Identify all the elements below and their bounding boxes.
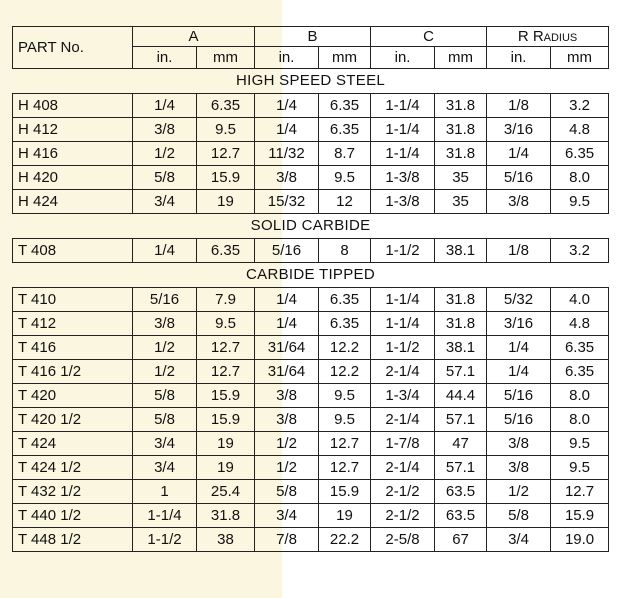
value-cell: 12.7 [197,336,255,360]
value-cell: 57.1 [435,456,487,480]
value-cell: 35 [435,166,487,190]
value-cell: 1/2 [255,432,319,456]
value-cell: 2-5/8 [371,528,435,552]
value-cell: 12.7 [319,432,371,456]
value-cell: 6.35 [319,288,371,312]
table-row [13,432,609,456]
value-cell: 19 [197,432,255,456]
value-cell: 25.4 [197,480,255,504]
unit-header: mm [551,47,609,69]
table-row [13,480,609,504]
part-number-cell: T 412 [13,312,133,336]
value-cell: 3/4 [487,528,551,552]
value-cell: 9.5 [319,384,371,408]
value-cell: 5/8 [487,504,551,528]
value-cell: 9.5 [551,456,609,480]
value-cell: 3/16 [487,312,551,336]
part-number-cell: T 420 [13,384,133,408]
value-cell: 67 [435,528,487,552]
value-cell: 5/16 [133,288,197,312]
value-cell: 2-1/4 [371,408,435,432]
unit-header: mm [197,47,255,69]
part-number-cell: T 416 1/2 [13,360,133,384]
value-cell: 3/4 [133,456,197,480]
part-number-cell: H 420 [13,166,133,190]
part-number-cell: T 432 1/2 [13,480,133,504]
value-cell: 9.5 [551,190,609,214]
part-number-cell: H 416 [13,142,133,166]
part-number-cell: T 424 [13,432,133,456]
section-title: SOLID CARBIDE [250,217,371,234]
value-cell: 1/8 [487,239,551,263]
value-cell: 1-3/8 [371,166,435,190]
value-cell: 5/16 [255,239,319,263]
value-cell: 19 [197,190,255,214]
value-cell: 6.35 [319,118,371,142]
unit-header: in. [255,47,319,69]
value-cell: 1/2 [133,142,197,166]
specs-table-body [13,69,609,552]
value-cell: 15/32 [255,190,319,214]
value-cell: 6.35 [197,94,255,118]
value-cell: 1-1/4 [371,118,435,142]
table-row [13,118,609,142]
value-cell: 12 [319,190,371,214]
part-number-cell: H 412 [13,118,133,142]
value-cell: 15.9 [197,384,255,408]
value-cell: 4.8 [551,118,609,142]
value-cell: 7.9 [197,288,255,312]
table-row [13,288,609,312]
value-cell: 12.7 [551,480,609,504]
value-cell: 1/2 [255,456,319,480]
part-no-header: PART No. [13,27,133,69]
value-cell: 1-1/4 [371,94,435,118]
group-header-a: A [133,27,255,47]
value-cell: 19 [319,504,371,528]
value-cell: 63.5 [435,504,487,528]
value-cell: 31/64 [255,360,319,384]
value-cell: 5/8 [133,408,197,432]
value-cell: 31/64 [255,336,319,360]
value-cell: 1/4 [133,239,197,263]
table-row [13,94,609,118]
value-cell: 8.0 [551,408,609,432]
value-cell: 5/8 [255,480,319,504]
value-cell: 44.4 [435,384,487,408]
value-cell: 6.35 [551,336,609,360]
value-cell: 11/32 [255,142,319,166]
value-cell: 3.2 [551,94,609,118]
value-cell: 31.8 [197,504,255,528]
value-cell: 38.1 [435,239,487,263]
value-cell: 8.0 [551,384,609,408]
value-cell: 3/4 [133,432,197,456]
value-cell: 5/16 [487,166,551,190]
unit-header: in. [371,47,435,69]
value-cell: 6.35 [197,239,255,263]
value-cell: 1/4 [255,118,319,142]
value-cell: 19.0 [551,528,609,552]
part-number-cell: T 440 1/2 [13,504,133,528]
value-cell: 38.1 [435,336,487,360]
value-cell: 6.35 [319,94,371,118]
value-cell: 3/8 [487,432,551,456]
value-cell: 31.8 [435,118,487,142]
table-row [13,336,609,360]
value-cell: 5/16 [487,384,551,408]
value-cell: 3/8 [133,118,197,142]
value-cell: 22.2 [319,528,371,552]
group-header-r-radius: R Radius [487,27,609,47]
section-title-row [13,69,609,94]
group-header-c: C [371,27,487,47]
part-number-cell: T 448 1/2 [13,528,133,552]
specs-table [12,26,609,552]
table-row [13,166,609,190]
value-cell: 63.5 [435,480,487,504]
value-cell: 5/32 [487,288,551,312]
table-row [13,408,609,432]
value-cell: 12.2 [319,360,371,384]
value-cell: 9.5 [319,408,371,432]
value-cell: 5/8 [133,166,197,190]
value-cell: 1/4 [255,288,319,312]
unit-header: mm [435,47,487,69]
part-number-cell: T 410 [13,288,133,312]
value-cell: 38 [197,528,255,552]
value-cell: 57.1 [435,408,487,432]
unit-header: mm [319,47,371,69]
value-cell: 3/8 [487,456,551,480]
value-cell: 1/8 [487,94,551,118]
part-number-cell: T 424 1/2 [13,456,133,480]
value-cell: 12.7 [197,142,255,166]
group-header-b: B [255,27,371,47]
value-cell: 3/8 [255,408,319,432]
value-cell: 19 [197,456,255,480]
table-row [13,142,609,166]
value-cell: 57.1 [435,360,487,384]
table-row [13,384,609,408]
value-cell: 8.7 [319,142,371,166]
value-cell: 1/2 [487,480,551,504]
value-cell: 1-1/4 [133,504,197,528]
value-cell: 1/4 [255,94,319,118]
value-cell: 8.0 [551,166,609,190]
value-cell: 1/4 [255,312,319,336]
unit-header: in. [487,47,551,69]
value-cell: 1-1/2 [371,239,435,263]
value-cell: 5/16 [487,408,551,432]
value-cell: 3/8 [487,190,551,214]
value-cell: 12.2 [319,336,371,360]
value-cell: 3/4 [255,504,319,528]
value-cell: 1-1/2 [371,336,435,360]
value-cell: 9.5 [197,118,255,142]
value-cell: 6.35 [551,360,609,384]
value-cell: 7/8 [255,528,319,552]
table-row [13,456,609,480]
part-number-cell: H 424 [13,190,133,214]
value-cell: 12.7 [197,360,255,384]
specs-table-container [12,26,608,552]
value-cell: 9.5 [319,166,371,190]
table-row [13,239,609,263]
value-cell: 15.9 [197,408,255,432]
section-title-row [13,214,609,239]
value-cell: 31.8 [435,142,487,166]
value-cell: 15.9 [551,504,609,528]
value-cell: 1/4 [133,94,197,118]
value-cell: 1/4 [487,336,551,360]
value-cell: 1-1/4 [371,288,435,312]
value-cell: 47 [435,432,487,456]
value-cell: 1-3/4 [371,384,435,408]
value-cell: 2-1/4 [371,360,435,384]
part-number-cell: H 408 [13,94,133,118]
value-cell: 8 [319,239,371,263]
section-title-row [13,263,609,288]
value-cell: 2-1/2 [371,504,435,528]
value-cell: 2-1/2 [371,480,435,504]
value-cell: 1-1/4 [371,312,435,336]
value-cell: 1/4 [487,360,551,384]
value-cell: 31.8 [435,288,487,312]
value-cell: 3/8 [255,166,319,190]
value-cell: 1/4 [487,142,551,166]
value-cell: 3.2 [551,239,609,263]
value-cell: 4.8 [551,312,609,336]
value-cell: 6.35 [319,312,371,336]
table-row [13,528,609,552]
value-cell: 9.5 [551,432,609,456]
value-cell: 9.5 [197,312,255,336]
value-cell: 3/8 [133,312,197,336]
value-cell: 35 [435,190,487,214]
value-cell: 6.35 [551,142,609,166]
value-cell: 1-1/2 [133,528,197,552]
section-title: CARBIDE TIPPED [246,266,375,283]
value-cell: 15.9 [319,480,371,504]
part-number-cell: T 408 [13,239,133,263]
value-cell: 3/4 [133,190,197,214]
value-cell: 31.8 [435,312,487,336]
section-title: HIGH SPEED STEEL [236,72,386,89]
value-cell: 3/16 [487,118,551,142]
value-cell: 3/8 [255,384,319,408]
value-cell: 1/2 [133,336,197,360]
value-cell: 1/2 [133,360,197,384]
table-row [13,360,609,384]
value-cell: 31.8 [435,94,487,118]
table-row [13,504,609,528]
value-cell: 12.7 [319,456,371,480]
value-cell: 4.0 [551,288,609,312]
part-number-cell: T 416 [13,336,133,360]
unit-header: in. [133,47,197,69]
value-cell: 1-7/8 [371,432,435,456]
table-row [13,190,609,214]
table-row [13,312,609,336]
part-number-cell: T 420 1/2 [13,408,133,432]
value-cell: 1-3/8 [371,190,435,214]
header-row-groups [13,27,609,47]
value-cell: 1 [133,480,197,504]
value-cell: 15.9 [197,166,255,190]
value-cell: 1-1/4 [371,142,435,166]
value-cell: 5/8 [133,384,197,408]
value-cell: 2-1/4 [371,456,435,480]
